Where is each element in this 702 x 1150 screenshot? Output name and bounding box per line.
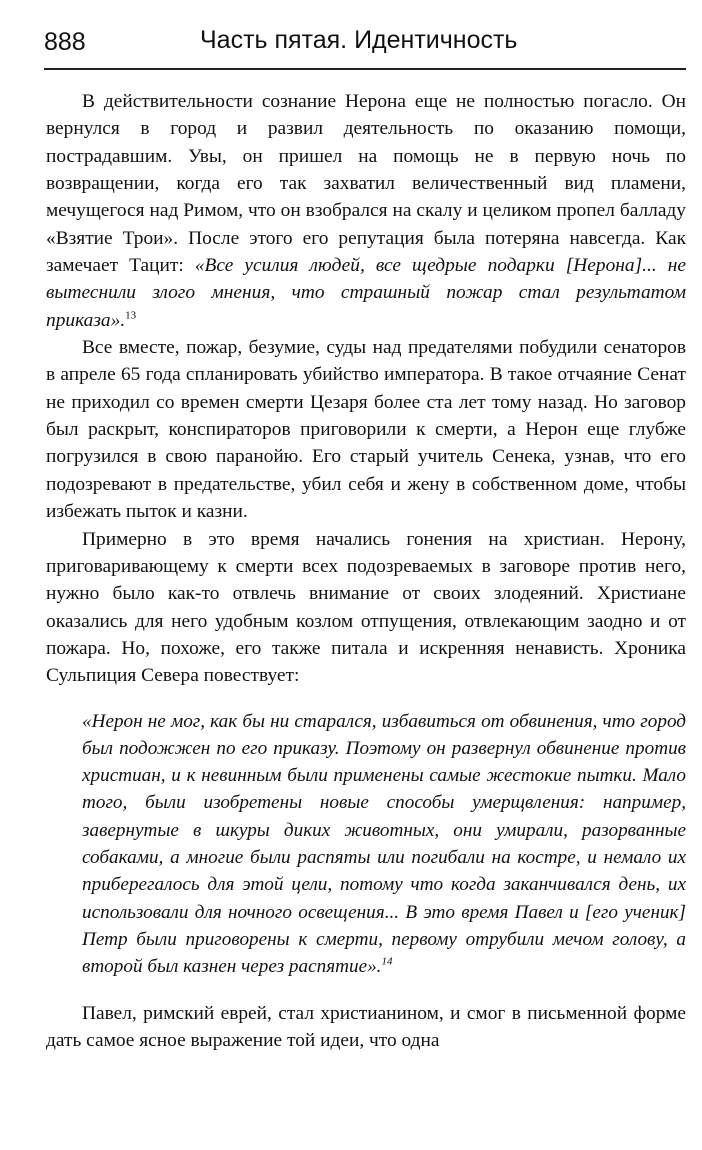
tacitus-quote: «Все усилия людей, все щедрые подарки [Нерона]... не вытеснили злого мнения, что страшный пожар стал результатом приказа». [46,255,686,331]
paragraph-1-text: В действительности сознание Нерона еще не полностью погасло. Он вернулся в город и развил деятельность по оказанию помощи, пострадавшим. Увы, он пришел на помощь не в первую ночь по возвращении, когда его так захватил величественный вид пламени, мечущегося над Римом, что он взобрался на скалу и целиком пропел балладу «Взятие Трои». После этого его репутация была потеряна навсегда. Как замечает Тацит: [46,91,686,277]
header-rule [44,68,686,70]
footnote-marker-14[interactable]: 14 [381,955,393,968]
paragraph-3: Примерно в это время начались гонения на христиан. Нерону, приговаривающему к смерти всех подозреваемых в заговоре против него, нужно было как-то отвлечь внимание от своих злодеяний. Христиане оказались для него удобным козлом отпущения, отвлекающим заодно и от пожара. Но, похоже, его также питала и искренняя ненависть. Хроника Сульпиция Севера повествует: [46,528,686,687]
page-body [46,88,686,1054]
paragraph-2: Все вместе, пожар, безумие, суды над предателями побудили сенаторов в апреле 65 года спланировать убийство императора. В такое отчаяние Сенат не приходил со времен смерти Цезаря более ста лет тому назад. Но заговор был раскрыт, конспираторов приговорили к смерти, а Нерон еще глубже погрузился в свою паранойю. Его старый учитель Сенека, узнав, что его подозревают в предательстве, убил себя и жену в собственном доме, чтобы избежать пыток и казни. [46,337,686,523]
sulpicius-quote [82,708,686,981]
sulpicius-quote-text: «Нерон не мог, как бы ни старался, избавиться от обвинения, что город был подожжен по его приказу. Поэтому он развернул обвинение против христиан, и к невинным были применены самые жестокие пытки. Мало того, были изобретены новые способы умерщвления: например, завернутые в шкуры диких животных, они умирали, разорванные собаками, а многие были распяты или погибали на костре, и немало их приберегалось для этой цели, потому что когда заканчивался день, их использовали для ночного освещения... В это время Павел и [его ученик] Петр были приговорены к смерти, первому отрубили мечом голову, а второй был казнен через распятие». [82,710,686,978]
footnote-marker-13[interactable]: 13 [125,309,137,322]
page-number: 888 [44,28,86,56]
running-title: Часть пятая. Идентичность [200,26,518,54]
paragraph-1 [46,88,686,334]
paragraph-4: Павел, римский еврей, стал христианином, и смог в письменной форме дать самое ясное выражение той идеи, что одна [46,1002,686,1051]
page-header [44,24,686,64]
